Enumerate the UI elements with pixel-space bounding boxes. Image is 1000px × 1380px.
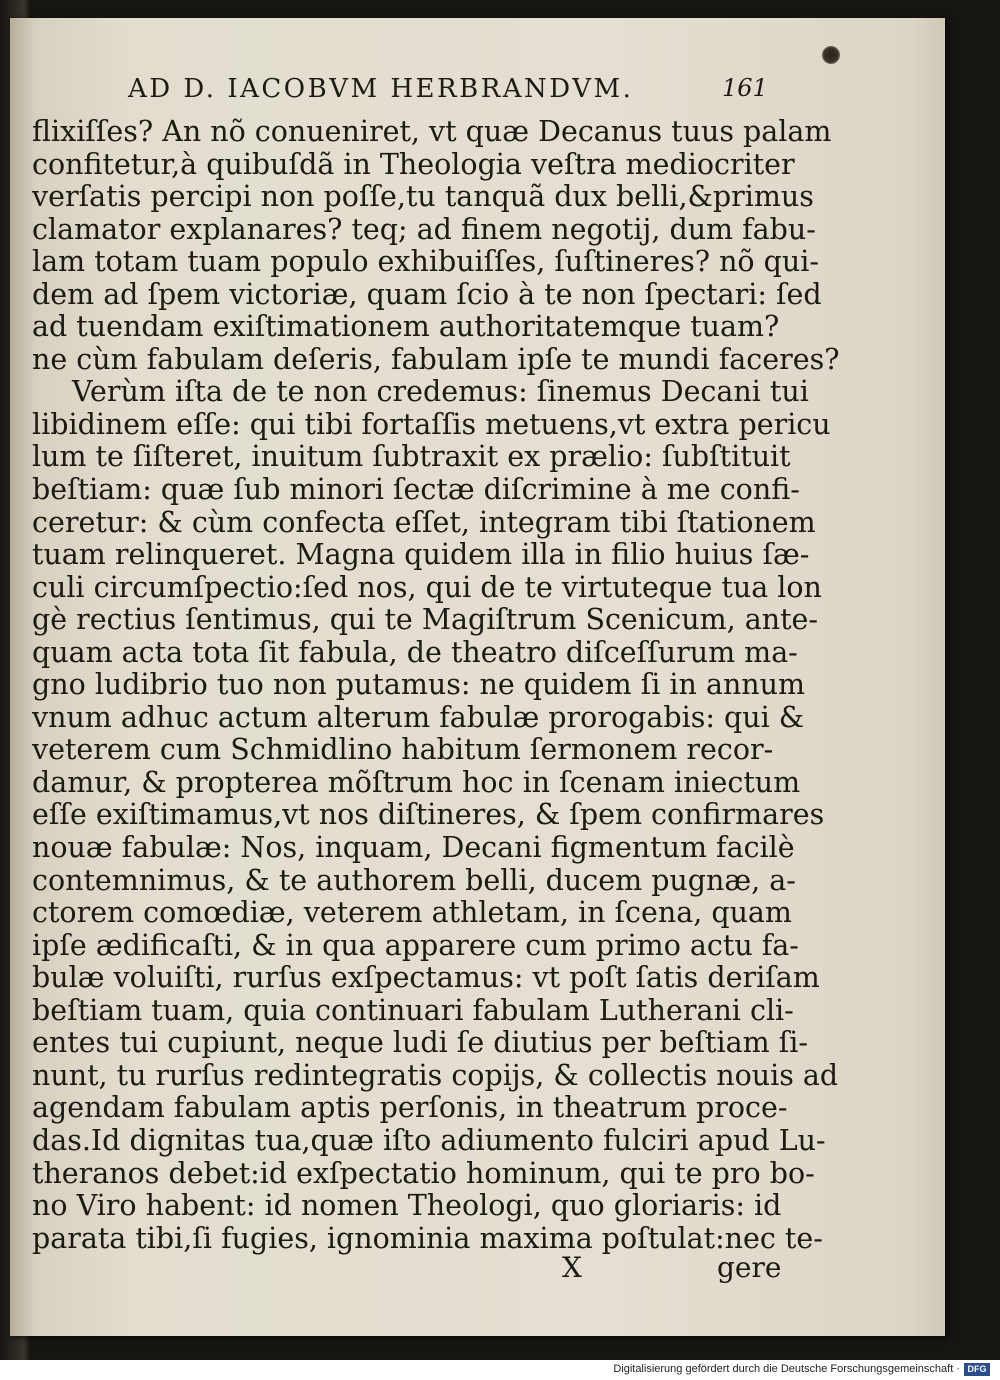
text-line: beſtiam: quæ ſub minori ſectæ diſcrimine à me confi- — [32, 473, 800, 507]
text-line: quam acta tota ſit fabula, de theatro diſceſſurum ma- — [32, 635, 798, 669]
dfg-logo: DFG — [964, 1363, 990, 1376]
text-line: libidinem eſſe: qui tibi fortaſſis metuens,vt extra pericu — [32, 407, 831, 441]
text-line: damur, & propterea mõſtrum hoc in ſcenam iniectum — [32, 765, 801, 799]
text-line: nouæ fabulæ: Nos, inquam, Decani figmentum facilè — [32, 831, 795, 865]
text-line: ipſe ædificaſti, & in qua apparere cum primo actu fa- — [32, 928, 799, 962]
signature-mark: X — [562, 1251, 582, 1284]
text-line: lam totam tuam populo exhibuiſſes, ſuſtineres? nõ qui- — [32, 245, 819, 279]
text-line: beſtiam tuam, quia continuari fabulam Lutherani cli- — [32, 993, 794, 1027]
text-line: ceretur: & cùm confecta eſſet, integram tibi ſtationem — [32, 505, 816, 539]
text-line: ctorem comœdiæ, veterem athletam, in ſcena, quam — [32, 896, 792, 930]
text-line-indented: Verùm iſta de te non credemus: ſinemus Decani tui — [72, 375, 809, 409]
text-line: veterem cum Schmidlino habitum ſermonem recor- — [32, 733, 774, 767]
text-line: tuam relinqueret. Magna quidem illa in filio huius ſæ- — [32, 538, 810, 572]
text-line: bulæ voluiſti, rurſus exſpectamus: vt poſt ſatis deriſam — [32, 961, 820, 995]
body-text — [32, 115, 840, 1255]
catchword: gere — [717, 1251, 782, 1284]
text-line: eſſe exiſtimamus,vt nos diſtineres, & ſpem confirmares — [32, 798, 825, 832]
text-line: gno ludibrio tuo non putamus: ne quidem ſi in annum — [32, 668, 806, 702]
text-line: contemnimus, & te authorem belli, ducem pugnæ, a- — [32, 863, 796, 897]
text-line: das.Id dignitas tua,quæ iſto adiumento fulciri apud Lu- — [32, 1123, 826, 1157]
text-line: vnum adhuc actum alterum fabulæ prorogabis: qui & — [32, 700, 805, 734]
text-line: entes tui cupiunt, neque ludi ſe diutius per beſtiam ſi- — [32, 1026, 808, 1060]
text-line: lum te ſiſteret, inuitum ſubtraxit ex prælio: ſubſtituit — [32, 440, 791, 474]
text-line: flixiſſes? An nõ conueniret, vt quæ Decanus tuus palam — [32, 115, 832, 148]
text-line: culi circumſpectio:ſed nos, qui de te virtuteque tua lon — [32, 570, 822, 604]
ink-stain — [822, 46, 840, 64]
running-head: AD D. IACOBVM HERBRANDVM. — [128, 74, 634, 104]
text-line: nunt, tu rurſus redintegratis copijs, & collectis nouis ad — [32, 1058, 839, 1092]
text-line: dem ad ſpem victoriæ, quam ſcio à te non ſpectari: ſed — [32, 277, 822, 311]
text-line: agendam fabulam aptis perſonis, in theatrum proce- — [32, 1091, 788, 1125]
text-line: gè rectius ſentimus, qui te Magiſtrum Scenicum, ante- — [32, 603, 819, 637]
text-line: verſatis percipi non poſſe,tu tanquã dux belli,&primus — [32, 180, 814, 214]
text-line: parata tibi,ſi fugies, ignominia maxima poſtulat:nec te- — [32, 1221, 823, 1255]
text-line: theranos debet:id exſpectatio hominum, qui te pro bo- — [32, 1156, 815, 1190]
text-line: no Viro habent: id nomen Theologi, quo gloriaris: id — [32, 1189, 782, 1223]
text-line: clamator explanares? teq; ad finem negotij, dum fabu- — [32, 212, 816, 246]
text-line: confitetur,à quibuſdã in Theologia veſtra mediocriter — [32, 147, 795, 181]
book-page — [10, 18, 945, 1336]
page-number: 161 — [722, 74, 768, 102]
text-line: ad tuendam exiſtimationem authoritatemque tuam? — [32, 310, 780, 344]
text-line: ne cùm fabulam deſeris, fabulam ipſe te mundi faceres? — [32, 342, 840, 376]
digitization-credit: Digitalisierung gefördert durch die Deutsche Forschungsgemeinschaft · — [613, 1363, 960, 1375]
